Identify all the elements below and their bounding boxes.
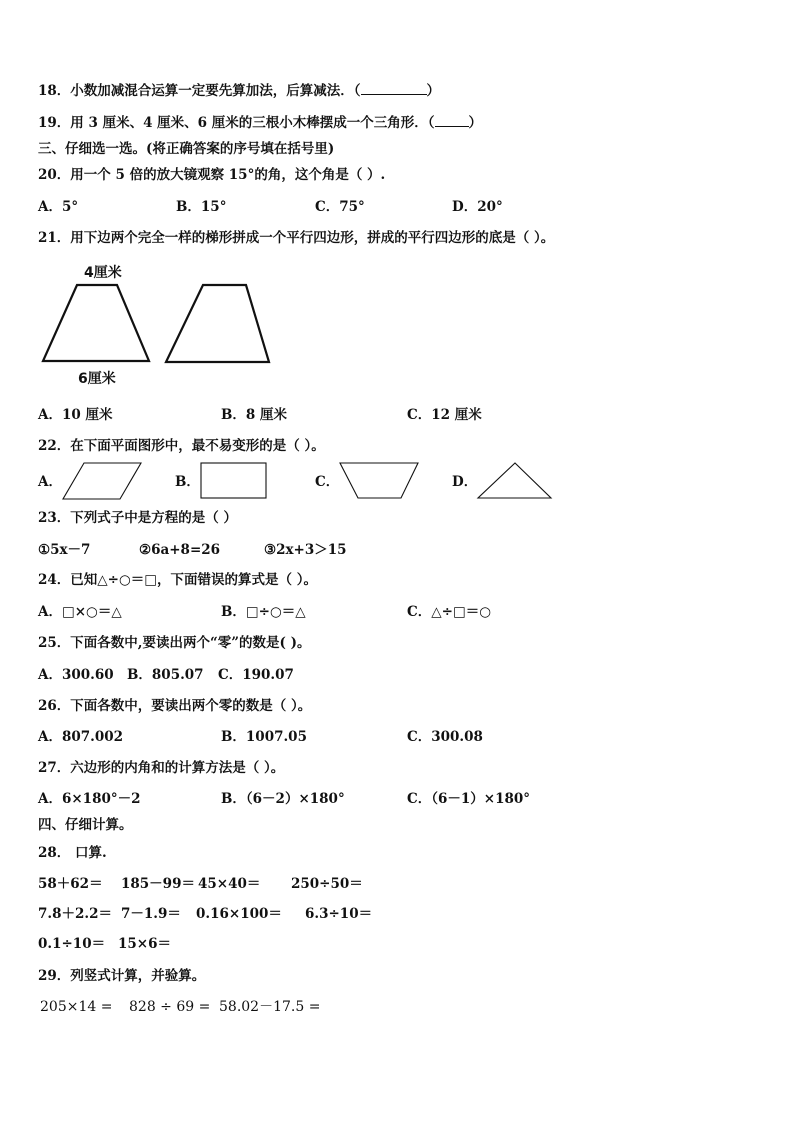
q25-option-c[interactable]: C．190.07 xyxy=(218,667,294,683)
q27-option-a[interactable]: A．6×180°－2 xyxy=(38,791,141,807)
q23-option-3[interactable]: ③2x+3＞15 xyxy=(264,542,347,558)
parallelogram-shape xyxy=(63,463,141,499)
q22-option-a[interactable]: A． xyxy=(38,474,62,490)
q26-option-b[interactable]: B．1007.05 xyxy=(221,729,307,745)
q22-option-d[interactable]: D． xyxy=(452,474,478,490)
q22-option-b[interactable]: B． xyxy=(175,474,200,490)
q28-item-8: 6.3÷10＝ xyxy=(305,906,373,922)
q20-option-d[interactable]: D．20° xyxy=(452,199,503,215)
triangle-shape xyxy=(478,463,551,498)
q26-stem: 26．下面各数中，要读出两个零的数是（ ）。 xyxy=(38,698,312,714)
q20-option-b[interactable]: B．15° xyxy=(176,199,227,215)
q27-option-b[interactable]: B．（6－2）×180° xyxy=(221,791,345,807)
trapezoid-shape xyxy=(340,463,418,498)
q29-stem: 29．列竖式计算，并验算。 xyxy=(38,968,206,984)
q24-option-c[interactable]: C．△÷□＝○ xyxy=(407,604,491,620)
q18-close: ） xyxy=(426,83,441,99)
q22-option-c[interactable]: C． xyxy=(315,474,340,490)
rectangle-shape xyxy=(201,463,266,498)
q23-option-1[interactable]: ①5x－7 xyxy=(38,542,91,558)
q24-stem: 24．已知△÷○＝□，下面错误的算式是（ ）。 xyxy=(38,572,317,588)
q21-bottom-label: 6厘米 xyxy=(78,371,116,387)
q27-option-c[interactable]: C．（6－1）×180° xyxy=(407,791,531,807)
q21-option-b[interactable]: B．8 厘米 xyxy=(221,407,288,423)
q19-number: 19． xyxy=(38,115,71,131)
section-3-heading: 三、仔细选一选。(将正确答案的序号填在括号里) xyxy=(38,141,335,157)
q28-item-6: 7－1.9＝ xyxy=(121,906,181,922)
q23-option-2[interactable]: ②6a+8=26 xyxy=(139,542,221,558)
q27-stem: 27．六边形的内角和的计算方法是（ ）。 xyxy=(38,760,285,776)
q25-option-b[interactable]: B．805.07 xyxy=(127,667,204,683)
q18-number: 18． xyxy=(38,83,71,99)
q26-option-a[interactable]: A．807.002 xyxy=(38,729,124,745)
q19-close: ） xyxy=(468,115,483,131)
q29-item-1: 205×14 = xyxy=(40,999,113,1015)
q20-option-c[interactable]: C．75° xyxy=(315,199,365,215)
q24-option-a[interactable]: A．□×○＝△ xyxy=(38,604,122,620)
q24-option-b[interactable]: B．□÷○＝△ xyxy=(221,604,306,620)
q28-item-1: 58＋62＝ xyxy=(38,876,103,892)
q28-item-2: 185－99＝ xyxy=(121,876,195,892)
q26-option-c[interactable]: C．300.08 xyxy=(407,729,483,745)
q28-item-7: 0.16×100＝ xyxy=(196,906,282,922)
q22-stem: 22．在下面平面图形中，最不易变形的是（ ）。 xyxy=(38,438,325,454)
q21-stem: 21．用下边两个完全一样的梯形拼成一个平行四边形，拼成的平行四边形的底是（ ）。 xyxy=(38,230,555,246)
q20-option-a[interactable]: A．5° xyxy=(38,199,79,215)
q21-option-c[interactable]: C．12 厘米 xyxy=(407,407,482,423)
q25-stem: 25．下面各数中,要读出两个“零”的数是( )。 xyxy=(38,635,311,651)
q18-text: 小数加减混合运算一定要先算加法，后算减法．（ xyxy=(70,83,361,99)
q19-text: 用 3 厘米、4 厘米、6 厘米的三根小木棒摆成一个三角形．（ xyxy=(70,115,435,131)
q21-top-label: 4厘米 xyxy=(84,265,122,281)
section-4-heading: 四、仔细计算。 xyxy=(38,817,133,833)
q29-item-3: 58.02－17.5 = xyxy=(219,999,321,1015)
q28-item-4: 250÷50＝ xyxy=(291,876,363,892)
q25-option-a[interactable]: A．300.60 xyxy=(38,667,114,683)
q20-stem: 20．用一个 5 倍的放大镜观察 15°的角，这个角是（ ）. xyxy=(38,167,386,183)
q29-item-2: 828 ÷ 69 = xyxy=(129,999,211,1015)
q21-option-a[interactable]: A．10 厘米 xyxy=(38,407,113,423)
q28-item-10: 15×6＝ xyxy=(118,936,171,952)
q28-item-5: 7.8＋2.2＝ xyxy=(38,906,112,922)
q28-item-3: 45×40＝ xyxy=(198,876,261,892)
q28-item-9: 0.1÷10＝ xyxy=(38,936,106,952)
q28-stem: 28． 口算. xyxy=(38,845,107,861)
q23-stem: 23．下列式子中是方程的是（ ） xyxy=(38,510,237,526)
